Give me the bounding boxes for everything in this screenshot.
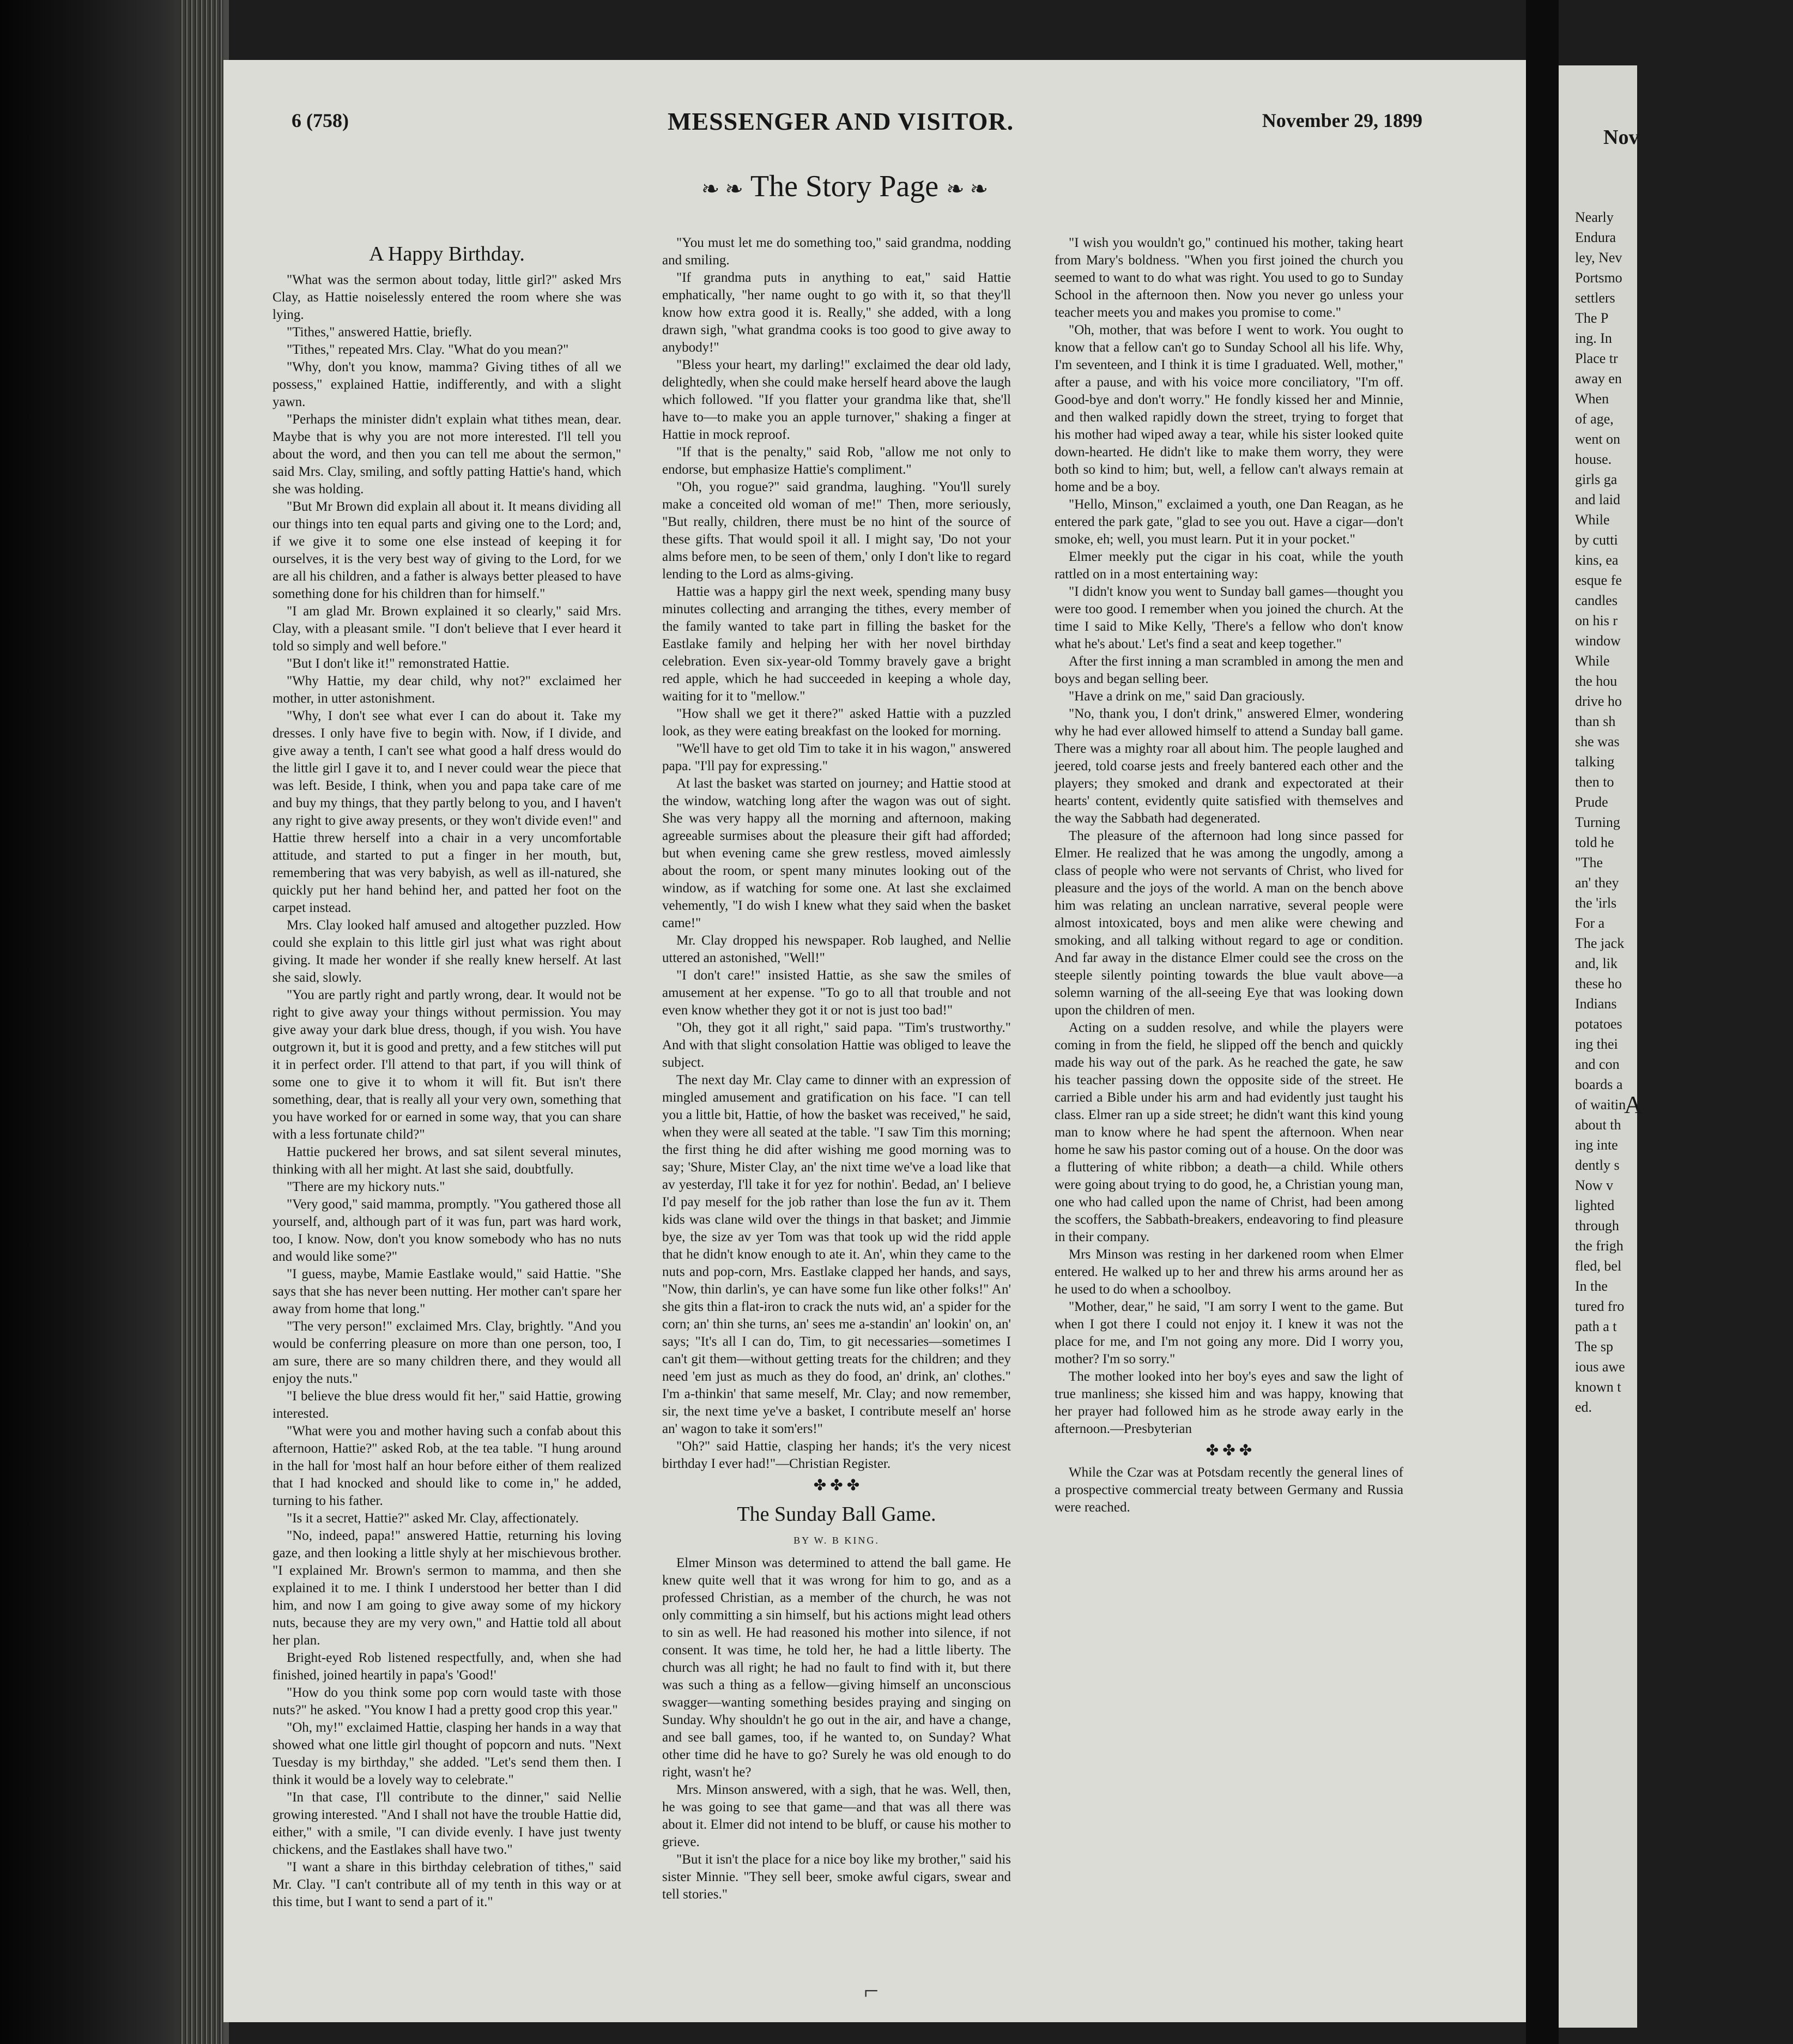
story-paragraph: "What were you and mother having such a confab about this afternoon, Hattie?" asked Rob, at the tea table. "I hung around in the hall for 'most half an hour before either of them realized that I had knocked and should like to come in," he added, turning to his father.	[272, 1424, 621, 1508]
adjacent-page-line: ed.	[1575, 1399, 1592, 1415]
adjacent-page-line: Portsmo	[1575, 270, 1622, 286]
story-paragraph: "I don't care!" insisted Hattie, as she saw the smiles of amusement at her expense. "To go to all that trouble and not even know whether they got it or not is just too bad!"	[662, 968, 1011, 1018]
story-paragraph: The mother looked into her boy's eyes and saw the light of true manliness; she kissed him and was happy, knowing that her prayer had followed him as he strode away early in the afternoon.—Presbyterian	[1055, 1369, 1403, 1436]
story-paragraph: "Hello, Minson," exclaimed a youth, one Dan Reagan, as he entered the park gate, "glad to see you out. Have a cigar—don't smoke, eh; well, you must learn. Put it in your pocket."	[1055, 497, 1403, 547]
page-gutter	[1526, 0, 1559, 2044]
adjacent-page-line: than sh	[1575, 713, 1616, 729]
adjacent-page-line: by cutti	[1575, 532, 1618, 548]
story-paragraph: "You are partly right and partly wrong, dear. It would not be right to give away your things without permission. You may give away your dark blue dress, though, if you wish. You have outgrown it, but it is good and pretty, and a few stitches will put it in perfect order. I'll attend to that part, if you will think of some one to give it to whom it will fit. But isn't there something, dear, that is really all your very own, something that you have worked for or earned in some way, that you can share with a less fortunate child?"	[272, 988, 621, 1142]
section-divider: ✤ ✤ ✤	[813, 1477, 860, 1494]
story-paragraph: Hattie was a happy girl the next week, spending many busy minutes collecting and arranging the tithes, every member of the family wanted to take part in filling the basket for the Eastlake family and helping her with her novel birthday celebration. Even six-year-old Tommy bravely gave a bright red apple, which he had succeeded in keeping a whole day, waiting for it to "mellow."	[662, 584, 1011, 704]
adjacent-page-line: While	[1575, 653, 1610, 669]
story-paragraph: "But Mr Brown did explain all about it. It means dividing all our things into ten equal parts and giving one to the Lord; and, if we give it to some one else instead of keeping it for ourselves, it is the very best way of giving to the Lord, for we are all his children, and a father is always better pleased to have something done for his children than for himself."	[272, 499, 621, 601]
adjacent-page-line: house.	[1575, 451, 1612, 467]
adjacent-page-fragment	[1559, 65, 1643, 2028]
adjacent-page-line: about th	[1575, 1117, 1621, 1133]
story-paragraph: "Mother, dear," he said, "I am sorry I went to the game. But when I got there I could not enjoy it. I knew it was not the place for me, and I'm not going any more. Did I worry you, mother? I'm so sorry."	[1055, 1299, 1403, 1366]
story-paragraph: "But it isn't the place for a nice boy like my brother," said his sister Minnie. "They sell beer, smoke awful cigars, swear and tell stories."	[662, 1852, 1011, 1902]
adjacent-page-line: While	[1575, 512, 1610, 528]
story-paragraph: "Why Hattie, my dear child, why not?" exclaimed her mother, in utter astonishment.	[272, 674, 621, 706]
adjacent-page-line: ing. In	[1575, 330, 1612, 346]
story-paragraph: "No, indeed, papa!" answered Hattie, returning his loving gaze, and then looking a little shyly at her mischievous brother. "I explained Mr. Brown's sermon to mamma, and then she explained it to me. I think I understood her better than I did him, and now I am going to give away some of my hickory nuts, because they are my very own," and Hattie told all about her plan.	[272, 1528, 621, 1648]
column-1	[272, 234, 621, 1911]
story-paragraph: "There are my hickory nuts."	[287, 1180, 445, 1194]
adjacent-page-line: she was	[1575, 734, 1620, 749]
adjacent-page-line: Nearly	[1575, 209, 1614, 225]
adjacent-page-line: dently s	[1575, 1157, 1620, 1173]
story-paragraph: The next day Mr. Clay came to dinner with an expression of mingled amusement and gratification on his face. "I can tell you a little bit, Hattie, of how the basket was received," he said, when they were all seated at the table. "I saw Tim this morning; the first thing he did after wishing me good morning was to say; 'Shure, Mister Clay, an' the nixt time we've a load like that av yesterday, I'll take it for yez for nothin'. Bedad, an' I believe I'd pay meself for the job rather than lose the fun av it. Them kids was clane wild over the things in that basket; and Jimmie bye, the size av yer Tom was that took up wid the ridd apple that he didn't know enough to ate it. An', whin they came to the nuts and pop-corn, Mrs. Eastlake clapped her hands, and says, "Now, thin darlin's, ye can have some fun like other folks!" An' she gits thin a flat-iron to crack the nuts wid, an' a spider for the corn; an' thin she turns, an' sees me a-standin' an' lookin' on, an' says; "It's all I can do, Tim, to git necessaries—sometimes I can't git them—without getting treats for the children; and they need 'em just as much as they do food, an' drink, an' clothes." I'm a-thinkin' that same meself, Mr. Clay; and now remember, sir, the next time ye've a basket, I contribute meself an' horse an' wagon to take it som'ers!"	[662, 1073, 1011, 1436]
story-paragraph: "Have a drink on me," said Dan graciously.	[1069, 689, 1305, 704]
section-heading	[599, 169, 1090, 204]
story-paragraph: "How shall we get it there?" asked Hattie with a puzzled look, as they were eating breakfast on the looked for morning.	[662, 706, 1011, 739]
adjacent-page-line: In the	[1575, 1278, 1608, 1294]
story-paragraph: "No, thank you, I don't drink," answered Elmer, wondering why he had ever allowed himself to attend a Sunday ball game. There was a mighty roar all about him. The people laughed and jeered, told coarse jests and freely bantered each other and the players; they smoked and drank and expectorated at their hearts' content, evidently quite satisfied with themselves and the way the Sabbath had degenerated.	[1055, 706, 1403, 826]
adjacent-page-line: the 'irls	[1575, 895, 1617, 911]
story-paragraph: Elmer Minson was determined to attend the ball game. He knew quite well that it was wrong for him to go, and as a professed Christian, as a member of the church, he was not only committing a sin himself, but his actions might lead others to sin as well. He had reasoned his mother into silence, if not consent. It was time, he told her, he had a little liberty. The church was all right; he had no fault to find with it, but there was such a thing as a fellow—giving himself an unconscious swagger—wanting something besides praying and singing on Sunday. Why shouldn't he go out in the air, and have a change, and see ball games, too, if he wanted to, on Sunday? What other time did he have to go? Surely he was old enough to do right, wasn't he?	[662, 1556, 1011, 1780]
adjacent-page-line: these ho	[1575, 976, 1622, 991]
story-paragraph: "Oh, they got it all right," said papa. "Tim's trustworthy." And with that slight consolation Hattie was obliged to leave the subject.	[662, 1020, 1011, 1070]
adjacent-page-line: lighted	[1575, 1198, 1615, 1213]
adjacent-page-line: "The	[1575, 855, 1603, 870]
adjacent-page-line: ious awe	[1575, 1359, 1625, 1375]
story-paragraph: "I believe the blue dress would fit her," said Hattie, growing interested.	[272, 1389, 621, 1421]
story-paragraph: "But I don't like it!" remonstrated Hattie.	[287, 656, 510, 671]
adjacent-page-line: fled, bel	[1575, 1258, 1622, 1274]
story-paragraph: "Tithes," repeated Mrs. Clay. "What do you mean?"	[287, 342, 569, 357]
adjacent-page-line: candles	[1575, 592, 1618, 608]
adjacent-page-line: of waitin	[1575, 1097, 1626, 1112]
adjacent-page-line: of age,	[1575, 411, 1614, 427]
adjacent-page-line: told he	[1575, 834, 1614, 850]
story-paragraph: "Why, I don't see what ever I can do about it. Take my dresses. I only have five to begin with. Now, if I divide, and give away a tenth, I can't see what good a half dress would do the little girl I gave it to, and I never could wear the piece that was left. Beside, I think, when you and papa take care of me and buy my things, that they partly belong to you, and I haven't any right to give away presents, or they won't divide even!" and Hattie threw herself into a chair in a very uncomfortable attitude, and started to put a finger in her mouth, but, remembering that was very babyish, as well as ill-natured, she quickly put her hand behind her, and patted her foot on the carpet instead.	[272, 709, 621, 915]
story-paragraph: At last the basket was started on journey; and Hattie stood at the window, watching long after the wagon was out of sight. She was very happy all the morning and afternoon, making agreeable surmises about the pleasure their gift had afforded; but when evening came she grew restless, moved aimlessly about the room, or spent many minutes looking out of the window, as if watching for some one. At last she exclaimed vehemently, "I do wish I knew what they said when the basket came!"	[662, 776, 1011, 930]
story-paragraph: Hattie puckered her brows, and sat silent several minutes, thinking with all her might. At last she said, doubtfully.	[272, 1145, 621, 1177]
page-binding-edges	[180, 0, 223, 2044]
adjacent-page-line: away en	[1575, 371, 1622, 386]
adjacent-page-line: The P	[1575, 310, 1609, 326]
adjacent-page-line: The jack	[1575, 935, 1625, 951]
adjacent-page-line: an' they	[1575, 875, 1619, 891]
story-paragraph: "I want a share in this birthday celebration of tithes," said Mr. Clay. "I can't contribute all of my tenth in this way or at this time, but I want to send a part of it."	[272, 1860, 621, 1909]
leaf-ornament-icon: ❧ ❧	[946, 177, 989, 201]
section-title: The Story Page	[750, 170, 939, 203]
adjacent-page-text	[1575, 207, 1793, 1417]
story-paragraph: Mrs Minson was resting in her darkened room when Elmer entered. He walked up to her and threw his arms around her as he used to do when a schoolboy.	[1055, 1247, 1403, 1297]
story-paragraph: "What was the sermon about today, little girl?" asked Mrs Clay, as Hattie noiselessly entered the room where she was lying.	[272, 273, 621, 322]
adjacent-page-line: For a	[1575, 915, 1605, 931]
adjacent-page-line: the frigh	[1575, 1238, 1624, 1254]
story-title: A Happy Birthday.	[369, 243, 525, 265]
story-paragraph: "Is it a secret, Hattie?" asked Mr. Clay, affectionately.	[287, 1511, 579, 1526]
story-paragraph: Mrs. Clay looked half amused and altogether puzzled. How could she explain to this little girl just what was right about giving. It made her wonder if she really knew herself. At last she said, slowly.	[272, 918, 621, 985]
adjacent-page-line: on his r	[1575, 613, 1618, 628]
masthead	[292, 109, 1422, 142]
story-paragraph: "Bless your heart, my darling!" exclaimed the dear old lady, delightedly, when she could make herself heard above the laugh which followed. "If you flatter your grandma like that, she'll have to—to make you an apple turnover," shaking a finger at Hattie in mock reproof.	[662, 358, 1011, 442]
adjacent-page-line: Now v	[1575, 1177, 1614, 1193]
adjacent-page-line: and laid	[1575, 492, 1621, 507]
adjacent-page-line: drive ho	[1575, 693, 1622, 709]
adjacent-page-line: girls ga	[1575, 471, 1618, 487]
story-paragraph: "How do you think some pop corn would taste with those nuts?" he asked. "You know I had a pretty good crop this year."	[272, 1685, 621, 1718]
story-paragraph: "Oh, mother, that was before I went to work. You ought to know that a fellow can't go to Sunday School all his life. Why, I'm seventeen, and I think it is time I graduated. Well, mother," after a pause, and with his voice more conciliatory, "I'm off. Good-bye and don't worry." He fondly kissed her and Minnie, and then walked rapidly down the street, trying to forget that his mother had wiped away a tear, while his sister looked quite down-hearted. He didn't like to make them worry, they were both so kind to him; but, well, a fellow can't always remain at home and be a boy.	[1055, 323, 1403, 494]
story-paragraph: "We'll have to get old Tim to take it in his wagon," answered papa. "I'll pay for expressing."	[662, 741, 1011, 773]
adjacent-page-line: Endura	[1575, 229, 1616, 245]
story-paragraph: Mrs. Minson answered, with a sigh, that he was. Well, then, he was going to see that game—and that was all there was about it. Elmer did not intend to be bluff, or cause his mother to grieve.	[662, 1782, 1011, 1849]
adjacent-page-line: boards a	[1575, 1077, 1623, 1092]
adjacent-page-line: window	[1575, 633, 1621, 649]
story-paragraph: "If that is the penalty," said Rob, "allow me not only to endorse, but emphasize Hattie's compliment."	[662, 445, 1011, 477]
adjacent-page-line: the hou	[1575, 673, 1618, 689]
story-byline: BY W. B KING.	[793, 1535, 880, 1546]
story-paragraph: "Oh, my!" exclaimed Hattie, clasping her hands in a way that showed what one little girl thought of popcorn and nuts. "Next Tuesday is my birthday," she added. "Let's send them then. I think it would be a lovely way to celebrate."	[272, 1720, 621, 1787]
story-paragraph: "Perhaps the minister didn't explain what tithes mean, dear. Maybe that is why you are not more interested. I'll tell you about the word, and then you can tell me about the sermon," said Mrs. Clay, smiling, and softly patting Hattie's hand, which she was holding.	[272, 412, 621, 497]
adjacent-page-line: Turning	[1575, 814, 1620, 830]
story-paragraph: "I guess, maybe, Mamie Eastlake would," said Hattie. "She says that she has never been nutting. Her mother can't spare her away from home that long."	[272, 1267, 621, 1316]
adjacent-page-line: ing thei	[1575, 1036, 1618, 1052]
adjacent-page-line: and, lik	[1575, 956, 1618, 971]
story-paragraph: "Tithes," answered Hattie, briefly.	[287, 325, 473, 340]
adjacent-page-line: Place tr	[1575, 350, 1618, 366]
story-title: The Sunday Ball Game.	[737, 1503, 936, 1526]
story-paragraph: Mr. Clay dropped his newspaper. Rob laughed, and Nellie uttered an astonished, "Well!"	[662, 933, 1011, 965]
adjacent-page-line: path a t	[1575, 1319, 1617, 1334]
story-paragraph: "In that case, I'll contribute to the dinner," said Nellie growing interested. "And I shall not have the trouble Hattie did, either," with a smile, "I can divide evenly. I have just twenty chickens, and the Eastlakes shall have two."	[272, 1790, 621, 1857]
adjacent-page-line: When	[1575, 391, 1609, 407]
adjacent-page-line: and con	[1575, 1056, 1620, 1072]
page-number: 6 (758)	[292, 110, 349, 131]
adjacent-page-line: talking	[1575, 754, 1615, 770]
story-paragraph: "Very good," said mamma, promptly. "You gathered those all yourself, and, although part of it was fun, part was hard work, too, I know. Now, don't you know somebody who has no nuts and would like some?"	[272, 1197, 621, 1264]
story-paragraph: "Oh, you rogue?" said grandma, laughing. "You'll surely make a conceited old woman of me!" Then, more seriously, "But really, children, there must be no hint of the source of these gifts. That would spoil it all. I might say, 'Do not your alms before men, to be seen of them,' only I don't like to regard lending to the Lord as alms-giving.	[662, 480, 1011, 582]
adjacent-page-line: Indians	[1575, 996, 1617, 1012]
adjacent-page-line: tured fro	[1575, 1298, 1625, 1314]
story-paragraph: Bright-eyed Rob listened respectfully, and, when she had finished, joined heartily in papa's 'Good!'	[272, 1650, 621, 1683]
adjacent-page-line: through	[1575, 1218, 1619, 1233]
adjacent-page-line: then to	[1575, 774, 1614, 790]
news-item: While the Czar was at Potsdam recently the general lines of a prospective commercial treaty between Germany and Russia were reached.	[1055, 1465, 1403, 1515]
story-paragraph: "The very person!" exclaimed Mrs. Clay, brightly. "And you would be conferring pleasure on more than one person, too, I am sure, there are so many children there, and they would all enjoy the nuts."	[272, 1319, 621, 1386]
adjacent-page-line: Prude	[1575, 794, 1608, 810]
story-paragraph: Acting on a sudden resolve, and while the players were coming in from the field, he slipped off the bench and quickly made his way out of the park. As he reached the gate, he saw his teacher passing down the opposite side of the street. He carried a Bible under his arm and had evidently just taught his class. Elmer ran up a side street; he didn't want this kind young man to know where he had spent the afternoon. When near home he saw his pastor coming out of a house. On the door was a fluttering of white ribbon; a death—a child. While others were going about trying to do good, he, a Christian young man, one who had called upon the name of Christ, had been among the scoffers, the Sabbath-breakers, endeavoring to find pleasure in their company.	[1055, 1020, 1403, 1244]
leaf-ornament-icon: ❧ ❧	[701, 177, 743, 201]
story-paragraph: "If grandma puts in anything to eat," said Hattie emphatically, "her name ought to go with it, so that they'll know how extra good it is. Really," she added, with a long drawn sigh, "what grandma cooks is too good to give away to anybody!"	[662, 270, 1011, 355]
story-paragraph: "Oh?" said Hattie, clasping her hands; it's the very nicest birthday I ever had!"—Christian Register.	[662, 1439, 1011, 1471]
adjacent-page-line: known t	[1575, 1379, 1621, 1395]
story-paragraph: After the first inning a man scrambled in among the men and boys and began selling beer.	[1055, 654, 1403, 686]
story-paragraph: "I didn't know you went to Sunday ball games—thought you were too good. I remember when you joined the church. At the time I said to Mike Kelly, 'There's a fellow who don't know what he's about.' Let's find a seat and keep together."	[1055, 584, 1403, 651]
adjacent-page-line: The sp	[1575, 1339, 1614, 1354]
story-paragraph: "I am glad Mr. Brown explained it so clearly," said Mrs. Clay, with a pleasant smile. "I don't believe that I ever heard it told so simply and well before."	[272, 604, 621, 654]
story-paragraph: The pleasure of the afternoon had long since passed for Elmer. He realized that he was among the ungodly, among a class of people who were not servants of Christ, who lived for pleasure and the joys of the world. A man on the bench above him was relating an unclean narrative, several people were almost intoxicated, boys and men alike were chewing and smoking, and all talking without regard to age or condition. And far away in the distance Elmer could see the cross on the steeple silently pointing towards the blue vault above—a solemn warning of the all-seeing Eye that was looking down upon the children of men.	[1055, 829, 1403, 1018]
adjacent-page-line: ley, Nev	[1575, 250, 1622, 265]
adjacent-page-header: Nov	[1603, 126, 1639, 149]
column-2	[662, 234, 1011, 1903]
adjacent-page-line: esque fe	[1575, 572, 1622, 588]
adjacent-page-heading-letter: A	[1624, 1091, 1643, 1118]
adjacent-page-line: went on	[1575, 431, 1621, 447]
issue-date: November 29, 1899	[1262, 110, 1422, 131]
section-divider: ✤ ✤ ✤	[1206, 1442, 1252, 1459]
column-3	[1055, 234, 1403, 1516]
printer-mark: ⌐	[864, 1976, 879, 2005]
paper-title: MESSENGER AND VISITOR.	[668, 107, 1014, 135]
adjacent-page-line: settlers	[1575, 290, 1615, 306]
story-paragraph: Elmer meekly put the cigar in his coat, while the youth rattled on in a most entertaining way:	[1055, 549, 1403, 582]
adjacent-page-line: kins, ea	[1575, 552, 1619, 568]
adjacent-page-line: ing inte	[1575, 1137, 1618, 1153]
story-paragraph: "You must let me do something too," said grandma, nodding and smiling.	[662, 235, 1011, 268]
story-paragraph: "I wish you wouldn't go," continued his mother, taking heart from Mary's boldness. "When you first joined the church you seemed to want to do what was right. You used to go to Sunday School in the afternoon then. Now you never go unless your teacher meets you and makes you promise to come."	[1055, 235, 1403, 320]
story-paragraph: "Why, don't you know, mamma? Giving tithes of all we possess," explained Hattie, indifferently, and with a slight yawn.	[272, 360, 621, 409]
adjacent-page-line: potatoes	[1575, 1016, 1622, 1032]
